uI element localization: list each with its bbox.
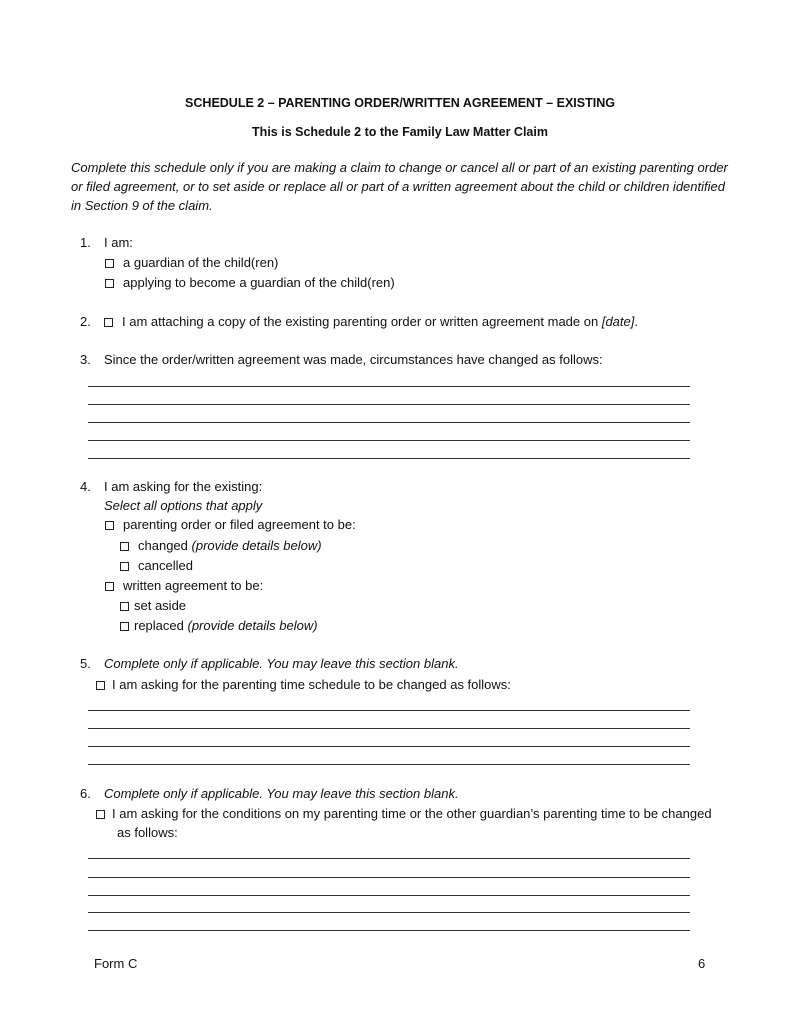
answer-line[interactable] bbox=[88, 930, 690, 931]
changed-label: changed bbox=[138, 538, 188, 553]
attaching-copy-label: I am attaching a copy of the existing parenting order or written agreement made on bbox=[122, 314, 599, 329]
answer-line[interactable] bbox=[88, 386, 690, 387]
answer-line[interactable] bbox=[88, 764, 690, 765]
sentence-end: . bbox=[634, 314, 638, 329]
intro-instructions: Complete this schedule only if you are making a claim to change or cancel all or part of an existing parenting order or filed agreement, or to set aside or replace all or part of a written agreement about the child or children identified in Section 9 of the claim. bbox=[71, 160, 728, 213]
checkbox-row-set-aside bbox=[120, 598, 186, 614]
section-number: 6. bbox=[80, 786, 91, 801]
checkbox-row-applying bbox=[105, 275, 395, 291]
checkbox-row-order bbox=[105, 517, 356, 533]
section-6-heading bbox=[80, 786, 459, 802]
checkbox-row-conditions bbox=[96, 806, 712, 822]
conditions-label: I am asking for the conditions on my parenting time or the other guardian’s parenting time to be changed bbox=[112, 806, 712, 821]
checkbox-row-written bbox=[105, 578, 263, 594]
section-2-row bbox=[80, 314, 638, 330]
parenting-order-label: parenting order or filed agreement to be: bbox=[123, 517, 356, 532]
answer-line[interactable] bbox=[88, 877, 690, 878]
optional-note: Complete only if applicable. You may leave this section blank. bbox=[104, 786, 459, 801]
answer-line[interactable] bbox=[88, 746, 690, 747]
section-3-heading bbox=[80, 352, 603, 368]
guardian-checkbox[interactable] bbox=[105, 259, 114, 268]
answer-line[interactable] bbox=[88, 912, 690, 913]
answer-line[interactable] bbox=[88, 858, 690, 859]
checkbox-row-cancelled bbox=[120, 558, 193, 574]
answer-line[interactable] bbox=[88, 422, 690, 423]
circumstances-label: Since the order/written agreement was made, circumstances have changed as follows: bbox=[104, 352, 603, 367]
optional-note: Complete only if applicable. You may leave this section blank. bbox=[104, 656, 459, 671]
applying-guardian-checkbox[interactable] bbox=[105, 279, 114, 288]
checkbox-row-replaced bbox=[120, 618, 318, 634]
existing-label: I am asking for the existing: bbox=[104, 479, 263, 494]
checkbox-row-guardian bbox=[105, 255, 278, 271]
set-aside-label: set aside bbox=[134, 598, 187, 613]
changed-note: (provide details below) bbox=[191, 538, 322, 553]
select-all-hint: Select all options that apply bbox=[104, 498, 263, 513]
replaced-note: (provide details below) bbox=[187, 618, 318, 633]
answer-line[interactable] bbox=[88, 440, 690, 441]
guardian-label: a guardian of the child(ren) bbox=[123, 255, 279, 270]
section-4-heading bbox=[80, 479, 262, 495]
conditions-label-continued: as follows: bbox=[117, 825, 178, 840]
replaced-label: replaced bbox=[134, 618, 184, 633]
answer-line[interactable] bbox=[88, 728, 690, 729]
applying-guardian-label: applying to become a guardian of the child(ren) bbox=[123, 275, 395, 290]
page-number: 6 bbox=[698, 956, 706, 971]
section-1-label: I am: bbox=[104, 235, 133, 250]
page-title: SCHEDULE 2 – PARENTING ORDER/WRITTEN AGREEMENT – EXISTING bbox=[185, 96, 615, 110]
section-number: 1. bbox=[80, 235, 91, 250]
form-name: Form C bbox=[94, 956, 138, 971]
section-number: 4. bbox=[80, 479, 91, 494]
section-number: 2. bbox=[80, 314, 91, 329]
written-agreement-label: written agreement to be: bbox=[123, 578, 264, 593]
answer-line[interactable] bbox=[88, 710, 690, 711]
section-1-heading bbox=[80, 235, 133, 251]
replaced-checkbox[interactable] bbox=[120, 622, 129, 631]
answer-line[interactable] bbox=[88, 404, 690, 405]
cancelled-checkbox[interactable] bbox=[120, 562, 129, 571]
attaching-copy-checkbox[interactable] bbox=[104, 318, 113, 327]
parenting-time-schedule-label: I am asking for the parenting time schedule to be changed as follows: bbox=[112, 677, 511, 692]
page-subtitle: This is Schedule 2 to the Family Law Matter Claim bbox=[252, 125, 548, 139]
answer-line[interactable] bbox=[88, 895, 690, 896]
parenting-time-schedule-checkbox[interactable] bbox=[96, 681, 105, 690]
parenting-order-checkbox[interactable] bbox=[105, 521, 114, 530]
date-placeholder: [date] bbox=[601, 314, 635, 329]
answer-line[interactable] bbox=[88, 458, 690, 459]
cancelled-label: cancelled bbox=[138, 558, 193, 573]
section-5-heading bbox=[80, 656, 459, 672]
checkbox-row-changed bbox=[120, 538, 322, 554]
checkbox-row-schedule bbox=[96, 677, 511, 693]
written-agreement-checkbox[interactable] bbox=[105, 582, 114, 591]
changed-checkbox[interactable] bbox=[120, 542, 129, 551]
conditions-checkbox[interactable] bbox=[96, 810, 105, 819]
section-number: 5. bbox=[80, 656, 91, 671]
set-aside-checkbox[interactable] bbox=[120, 602, 129, 611]
section-number: 3. bbox=[80, 352, 91, 367]
